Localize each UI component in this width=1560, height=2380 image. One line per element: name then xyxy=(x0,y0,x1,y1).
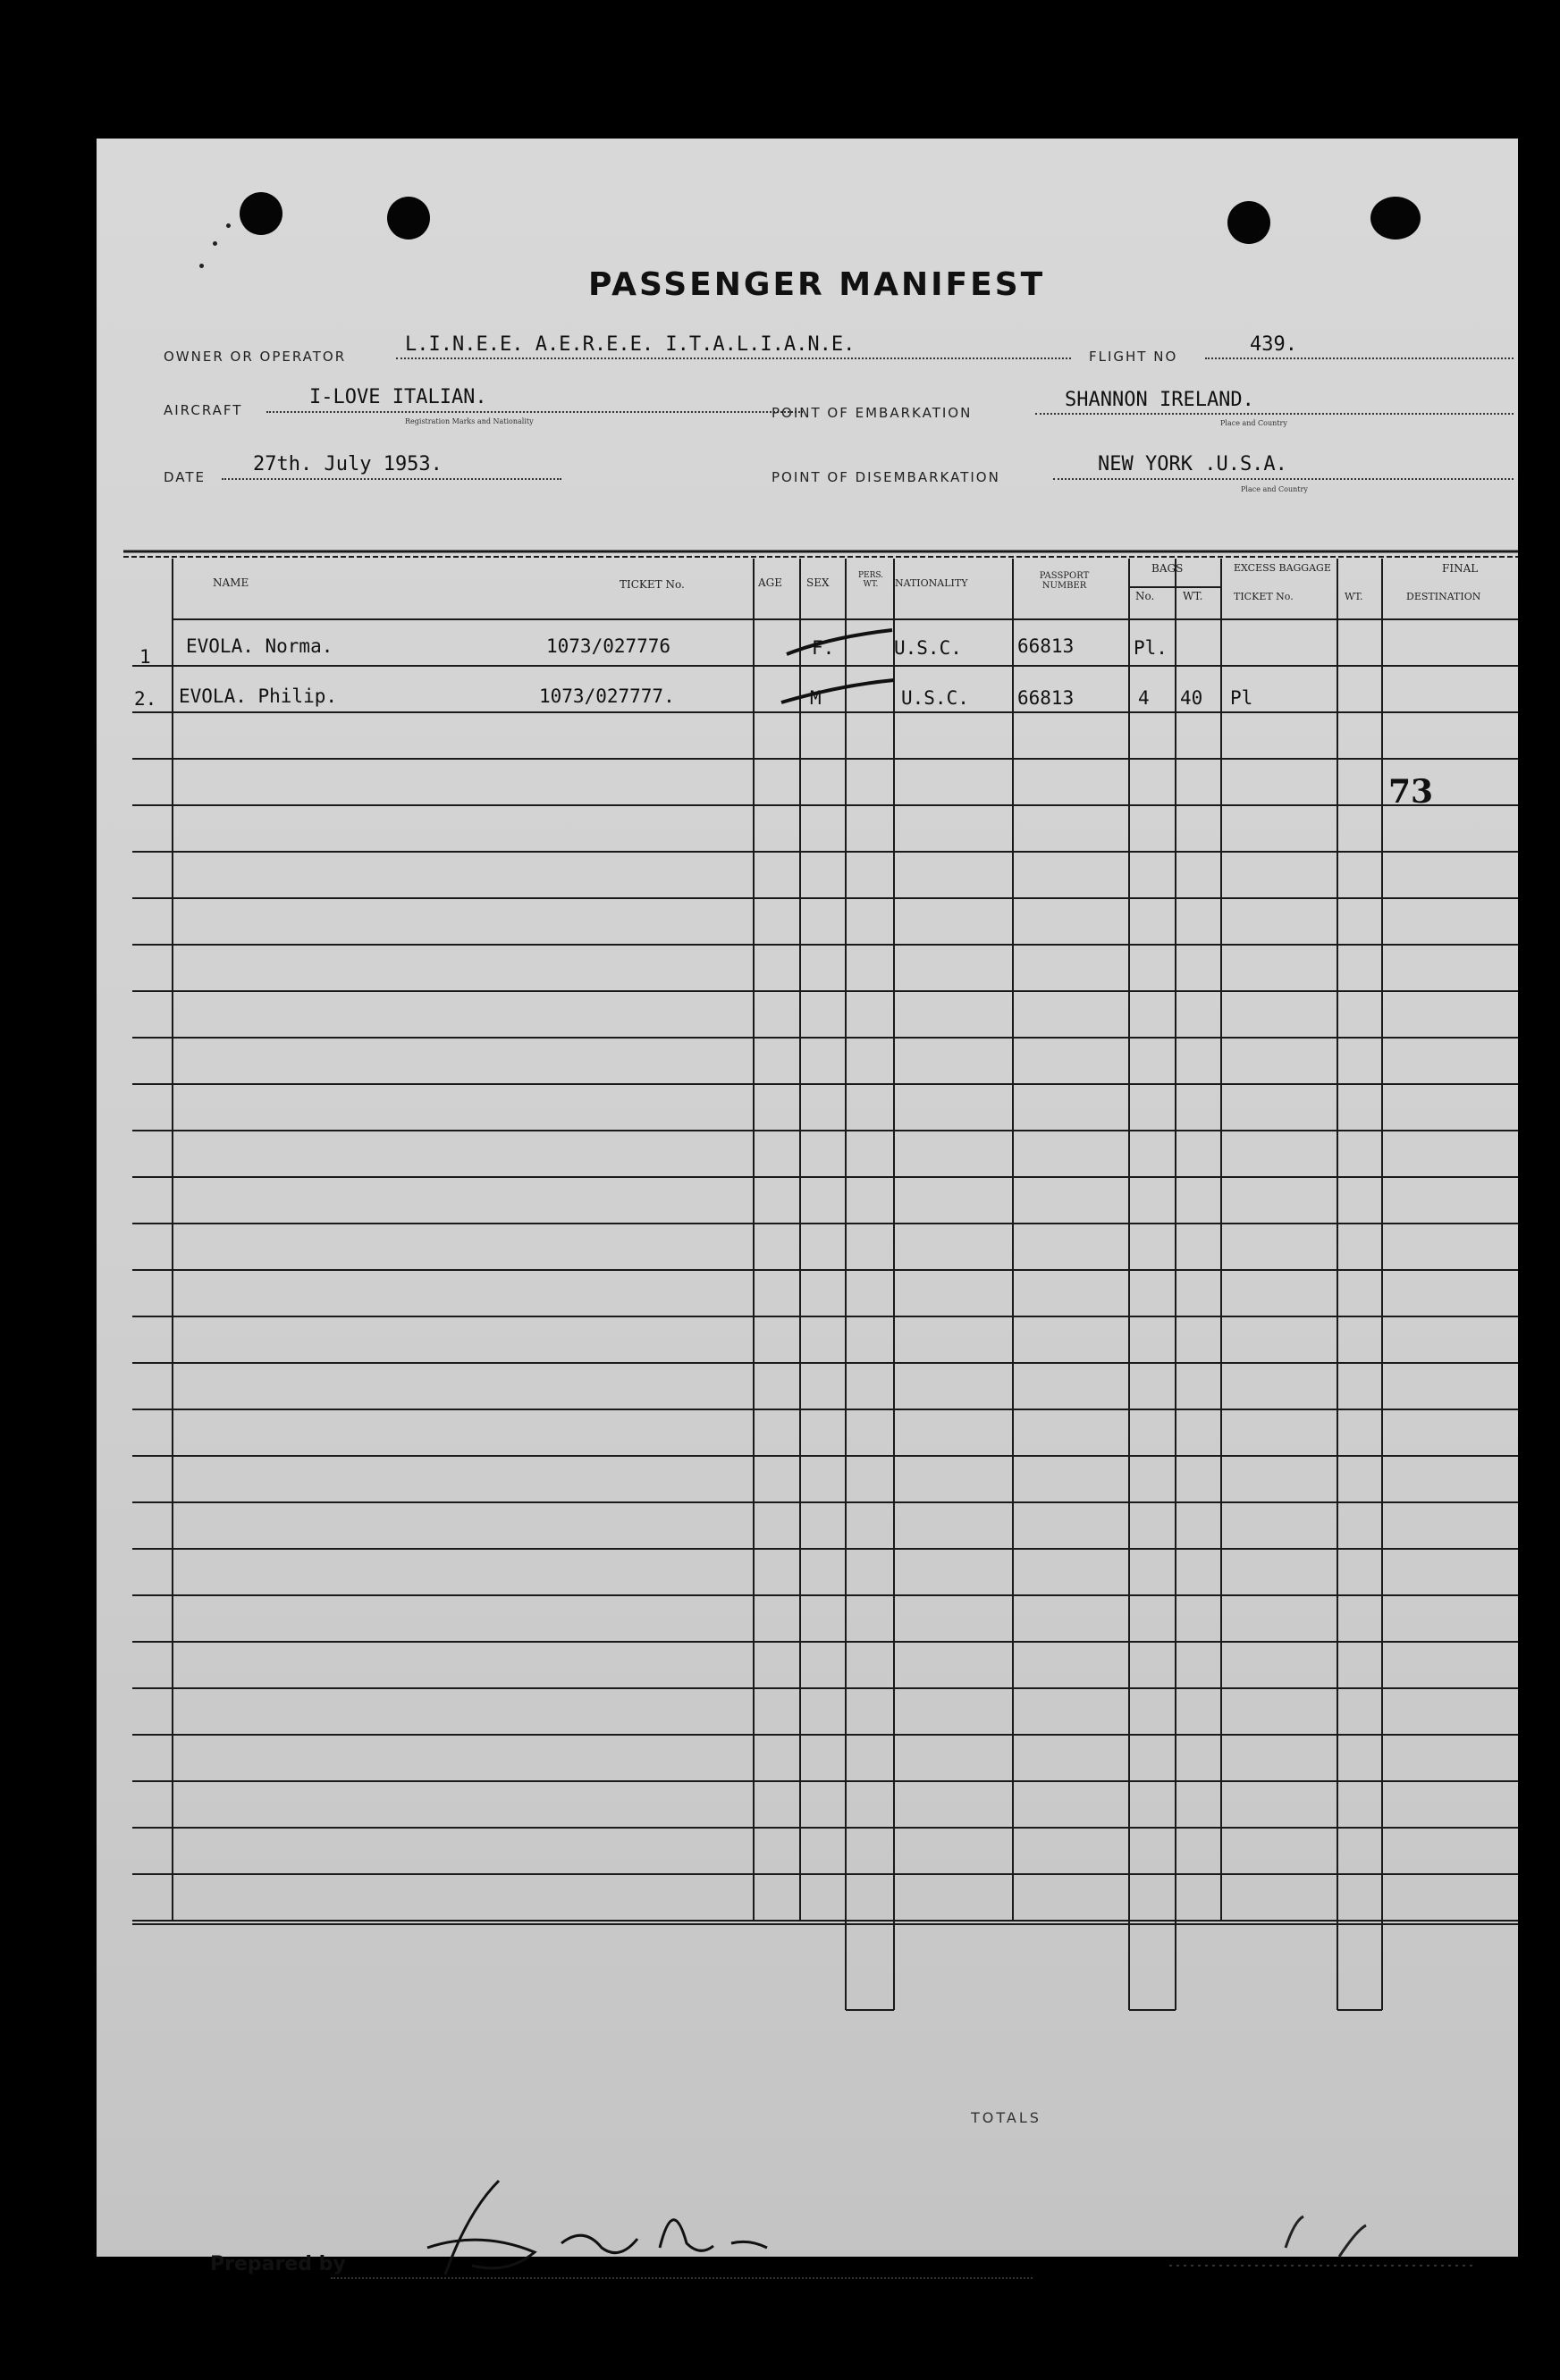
excess-ticket: Pl xyxy=(1230,687,1253,709)
col-destination: DESTINATION xyxy=(1406,591,1481,602)
col-name: NAME xyxy=(213,576,249,589)
col-bags: BAGS xyxy=(1151,562,1184,575)
embark-caption: Place and Country xyxy=(1220,419,1287,427)
date-scribble xyxy=(1151,2194,1509,2275)
col-age: AGE xyxy=(758,576,783,589)
col-ticket: TICKET No. xyxy=(620,578,685,591)
ticket-number: 1073/027777. xyxy=(539,685,675,707)
col-excess: EXCESS BAGGAGE xyxy=(1234,562,1331,574)
col-excess-wt: WT. xyxy=(1345,591,1363,602)
bags-weight: 40 xyxy=(1180,687,1203,709)
flight-value: 439. xyxy=(1250,333,1297,356)
owner-label: OWNER OR OPERATOR xyxy=(164,349,347,365)
col-nationality: NATIONALITY xyxy=(895,577,968,589)
col-sex: SEX xyxy=(806,576,830,589)
passenger-nationality: U.S.C. xyxy=(894,637,962,659)
passport-number: 66813 xyxy=(1017,635,1075,657)
totals-label: TOTALS xyxy=(971,2109,1041,2126)
ticket-number: 1073/027776 xyxy=(546,635,671,657)
col-bags-no: No. xyxy=(1135,590,1155,602)
date-label: DATE xyxy=(164,469,207,485)
row-number: 2. xyxy=(134,688,157,710)
aircraft-value: I-LOVE ITALIAN. xyxy=(309,386,487,408)
col-pers-wt: PERS. WT. xyxy=(857,571,884,589)
col-bags-wt: WT. xyxy=(1183,590,1203,602)
bags-number: 4 xyxy=(1138,687,1150,709)
page-title: PASSENGER MANIFEST xyxy=(588,266,1046,303)
row-number: 1 xyxy=(139,646,151,668)
manifest-sheet xyxy=(97,139,1518,2275)
check-marks xyxy=(776,612,901,711)
date-value: 27th. July 1953. xyxy=(253,453,443,475)
col-passport: PASSPORT NUMBER xyxy=(1039,571,1090,591)
passport-number: 66813 xyxy=(1017,687,1075,709)
passenger-name: EVOLA. Philip. xyxy=(179,685,338,707)
passenger-name: EVOLA. Norma. xyxy=(186,635,333,657)
passenger-sex: F. xyxy=(812,637,835,659)
flight-label: FLIGHT NO xyxy=(1089,349,1178,365)
destination-stamp: 73 xyxy=(1388,773,1434,811)
disembark-value: NEW YORK .U.S.A. xyxy=(1098,453,1287,475)
manifest-grid xyxy=(97,139,1518,2257)
disembark-caption: Place and Country xyxy=(1241,485,1308,493)
owner-value: L.I.N.E.E. A.E.R.E.E. I.T.A.L.I.A.N.E. xyxy=(405,333,856,356)
aircraft-caption: Registration Marks and Nationality xyxy=(405,417,534,425)
disembark-label: POINT OF DISEMBARKATION xyxy=(772,469,1000,485)
embark-value: SHANNON IRELAND. xyxy=(1065,389,1254,411)
passenger-nationality: U.S.C. xyxy=(901,687,969,709)
signature xyxy=(392,2176,946,2292)
passenger-sex: M xyxy=(810,687,822,709)
col-excess-ticket: TICKET No. xyxy=(1234,591,1294,602)
bags-number: Pl. xyxy=(1134,637,1168,659)
prepared-by-label: Prepared by xyxy=(210,2253,346,2275)
embark-label: POINT OF EMBARKATION xyxy=(772,405,973,421)
col-final: FINAL xyxy=(1442,562,1479,575)
aircraft-label: AIRCRAFT xyxy=(164,402,243,418)
